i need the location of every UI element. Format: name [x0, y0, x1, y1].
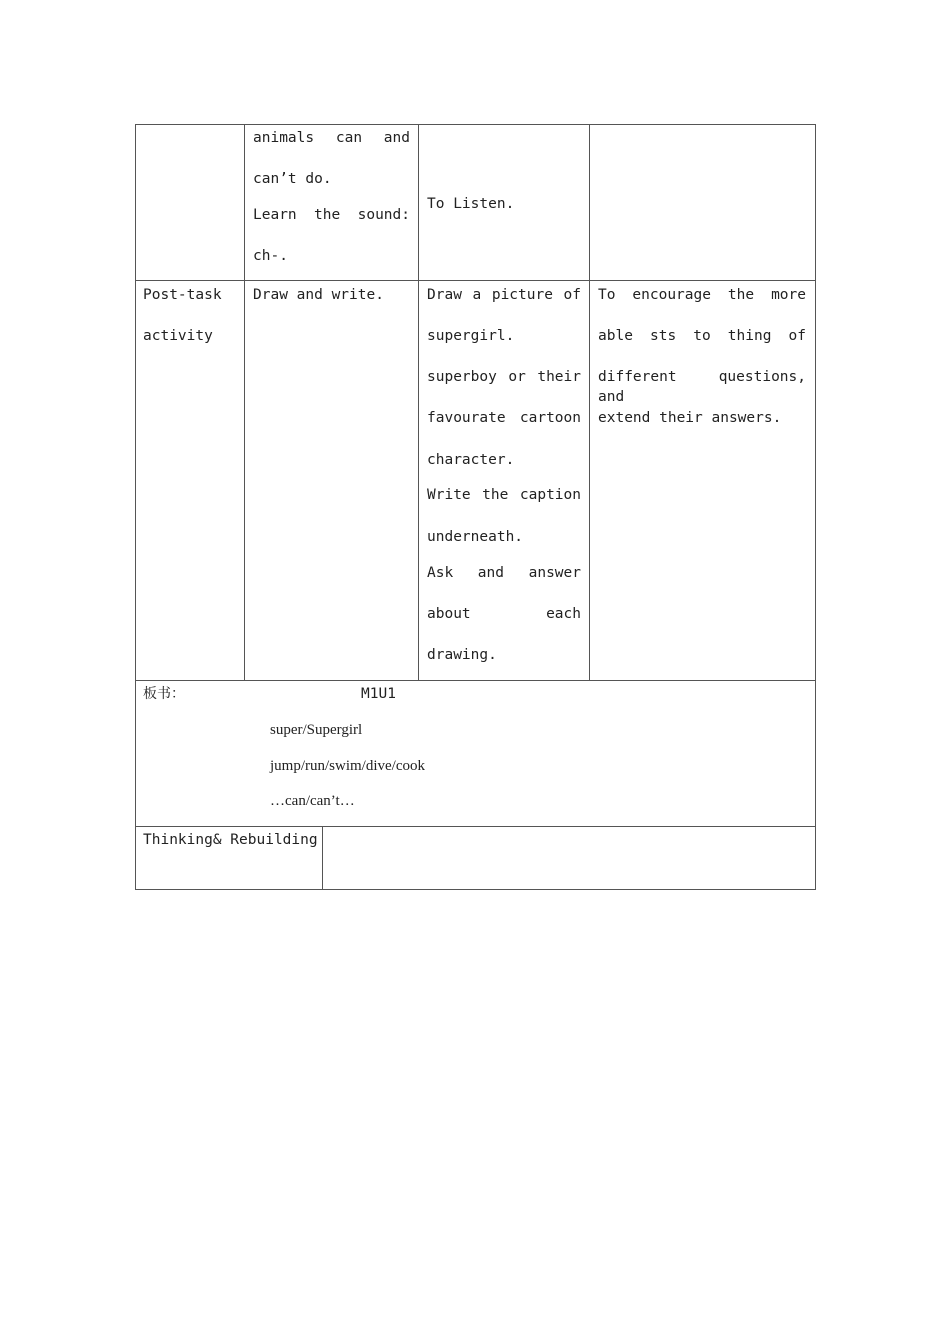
cell-line: drawing.: [427, 647, 497, 663]
cell-line: supergirl.: [427, 328, 515, 344]
cell-line: different questions, and: [598, 369, 806, 405]
cell-line: superboy or their: [427, 369, 581, 385]
table-border: [135, 889, 816, 890]
table-border: [135, 124, 816, 125]
cell-line: about each: [427, 606, 581, 622]
table-border: [418, 124, 419, 681]
blackboard-line: …can/can’t…: [270, 793, 355, 809]
row1-purpose-cell: To Listen.: [427, 196, 515, 212]
table-border: [135, 124, 136, 890]
cell-line: Learn the sound:: [253, 207, 410, 223]
blackboard-title: M1U1: [361, 686, 396, 702]
thinking-rebuilding-content: [323, 827, 815, 889]
cell-line: favourate cartoon: [427, 410, 581, 426]
row2-activity-cell: Draw and write.: [253, 287, 384, 303]
cell-line: Ask and answer: [427, 565, 581, 581]
cell-line: activity: [143, 328, 213, 344]
table-border: [815, 124, 816, 890]
table-border: [589, 124, 590, 681]
cell-line: extend their answers.: [598, 410, 782, 426]
cell-line: Draw a picture of: [427, 287, 581, 303]
table-border: [135, 280, 816, 281]
cell-line: able sts to thing of: [598, 328, 806, 344]
cell-line: animals can and: [253, 130, 410, 146]
cell-line: underneath.: [427, 529, 524, 545]
blackboard-label: 板书：: [143, 686, 185, 702]
cell-line: ch-.: [253, 248, 288, 264]
table-border: [244, 124, 245, 681]
cell-line: To encourage the more: [598, 287, 806, 303]
blackboard-line: jump/run/swim/dive/cook: [270, 758, 425, 774]
cell-line: can’t do.: [253, 171, 332, 187]
cell-line: Write the caption: [427, 487, 581, 503]
thinking-rebuilding-label: Thinking& Rebuilding: [143, 832, 318, 848]
table-border: [135, 680, 816, 681]
cell-line: Post-task: [143, 287, 222, 303]
cell-line: character.: [427, 452, 515, 468]
blackboard-line: super/Supergirl: [270, 722, 363, 738]
